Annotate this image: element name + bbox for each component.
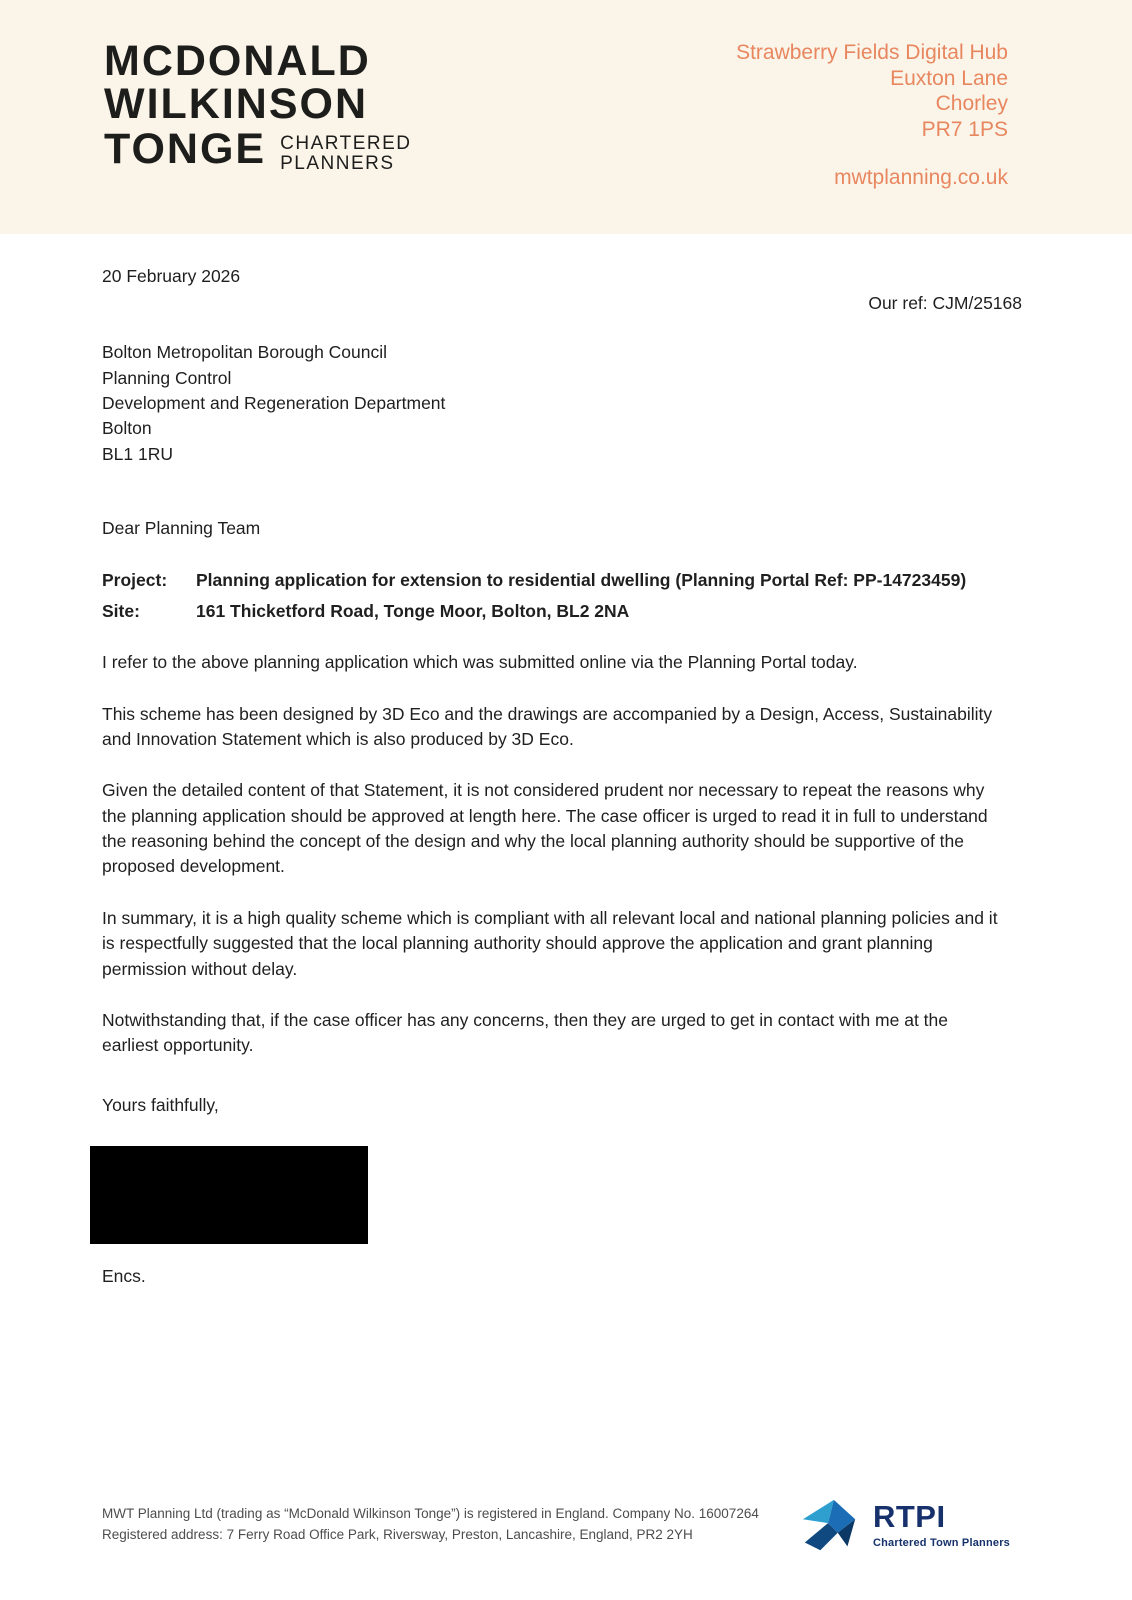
rtpi-subtitle: Chartered Town Planners [872, 1537, 1010, 1549]
salutation: Dear Planning Team [102, 518, 261, 539]
letterhead-address-line: PR7 1PS [921, 117, 1008, 141]
logo-subtitle-chartered: CHARTERED [280, 133, 412, 154]
project-reference-block [102, 568, 1000, 624]
body-paragraph: This scheme has been designed by 3D Eco and the drawings are accompanied by a Design, Access, Sustainability and Innovation Statement which is also produced by 3D Eco. [102, 703, 993, 749]
letterhead-address-line: Euxton Lane [890, 66, 1008, 90]
enclosures-note: Encs. [102, 1266, 146, 1287]
rtpi-accreditation [799, 1494, 1010, 1556]
company-logo [104, 37, 412, 174]
recipient-line: Bolton Metropolitan Borough Council [102, 342, 388, 363]
body-paragraph: Notwithstanding that, if the case officer has any concerns, then they are urged to get in contact with me at the earliest opportunity. [102, 1009, 948, 1056]
site-row [102, 599, 1000, 624]
site-label: Site: [102, 600, 140, 621]
registered-address-line: Registered address: 7 Ferry Road Office Park, Riversway, Preston, Lancashire, England, PR2 2YH [102, 1527, 693, 1542]
recipient-line: BL1 1RU [102, 443, 174, 464]
logo-word-mcdonald: MCDONALD [104, 37, 371, 85]
site-address: 161 Thicketford Road, Tonge Moor, Bolton, BL2 2NA [196, 600, 630, 621]
letterhead-contact [736, 40, 1008, 190]
logo-word-tonge: TONGE [104, 125, 267, 174]
project-row [102, 568, 1000, 593]
closing-line: Yours faithfully, [102, 1094, 219, 1115]
rtpi-logo-icon [799, 1494, 861, 1556]
logo-word-wilkinson: WILKINSON [104, 80, 369, 128]
logo-subtitle-planners: PLANNERS [280, 152, 395, 174]
registration-line: MWT Planning Ltd (trading as “McDonald Wilkinson Tonge”) is registered in England. Company No. 16007264 [102, 1506, 759, 1522]
project-description: Planning application for extension to residential dwelling (Planning Portal Ref: PP-14723459) [196, 570, 967, 591]
recipient-line: Bolton [102, 418, 152, 439]
body-paragraph: Given the detailed content of that Statement, it is not considered prudent nor necessary to repeat the reasons why the planning application should be approved at length here. The case officer is urged to read it in full to understand the reasoning behind the concept of the design and why the local planning authority should be supportive of the proposed development. [102, 780, 988, 877]
rtpi-logo-text [873, 1501, 1010, 1549]
project-label: Project: [102, 570, 168, 591]
letterhead [0, 0, 1132, 234]
company-registration-text [102, 1504, 759, 1546]
letterhead-website: mwtplanning.co.uk [834, 166, 1008, 190]
our-reference: Our ref: CJM/25168 [868, 292, 1022, 313]
letterhead-address-line: Chorley [935, 92, 1008, 116]
letter-footer [0, 1494, 1132, 1600]
logo-subtitle [280, 126, 411, 174]
recipient-line: Planning Control [102, 367, 232, 388]
letter-body [0, 234, 1132, 1289]
redacted-signature-block [90, 1146, 368, 1244]
body-paragraph: I refer to the above planning application which was submitted online via the Planning Portal today. [102, 652, 858, 673]
rtpi-name: RTPI [872, 1499, 946, 1534]
letter-date: 20 February 2026 [102, 266, 241, 287]
body-paragraph: In summary, it is a high quality scheme which is compliant with all relevant local and national planning policies and it is respectfully suggested that the local planning authority should approve the application and grant planning permission without delay. [102, 907, 998, 979]
recipient-address [102, 340, 1000, 467]
letterhead-address-line: Strawberry Fields Digital Hub [736, 41, 1008, 64]
recipient-line: Development and Regeneration Department [102, 392, 446, 413]
